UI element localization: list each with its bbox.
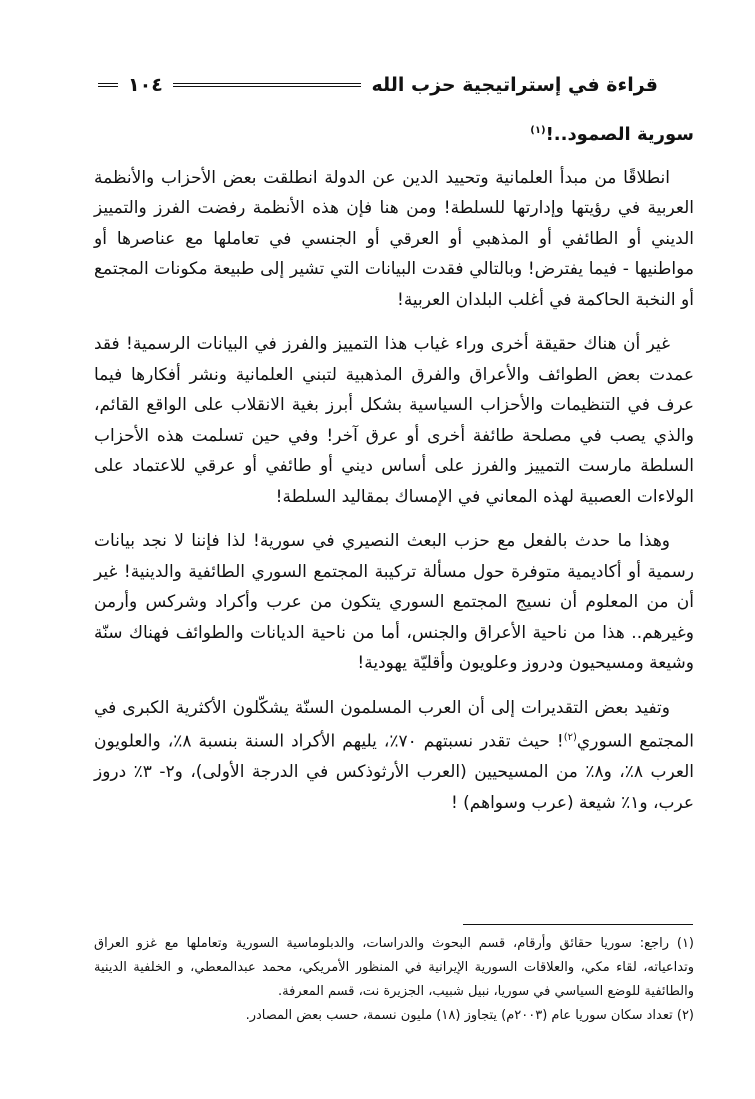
header-divider <box>173 83 362 87</box>
page-header <box>98 68 658 102</box>
paragraph-4-part-2: ! حيث تقدر نسبتهم ٧٠٪، يليهم الأكراد السنة بنسبة ٨٪، والعلويون العرب ٨٪، و٨٪ من المسيحيين (العرب الأرثوذكس في الدرجة الأولى)، و٢- ٣٪ دروز عرب، و١٪ شيعة (عرب وسواهم) ! <box>94 731 694 813</box>
paragraph-1: انطلاقًا من مبدأ العلمانية وتحييد الدين عن الدولة انطلقت بعض الأحزاب والأنظمة العربية في رؤيتها وإدارتها للسلطة! ومن هنا فإن هذه الأنظمة رفضت الفرز والتمييز الديني أو الطائفي أو المذهبي أو العرقي أو الجنسي في تعاملها مع عناصرها أو مواطنيها - فيما يفترض! وبالتالي فقدت البيانات التي تشير إلى طبيعة مكونات المجتمع أو النخبة الحاكمة في أغلب البلدان العربية! <box>94 167 694 310</box>
footnote-2: (٢) تعداد سكان سوريا عام (٢٠٠٣م) يتجاوز (١٨) مليون نسمة، حسب بعض المصادر. <box>245 1008 694 1023</box>
main-text <box>94 116 694 832</box>
paragraph-3: وهذا ما حدث بالفعل مع حزب البعث النصيري في سورية! لذا فإننا لا نجد بيانات رسمية أو أكاديمية متوفرة حول مسألة تركيبة المجتمع السوري الطائفية والدينية! غير أن من المعلوم أن نسيج المجتمع السوري يتكون من عرب وأكراد وشركس وأرمن وغيرهم.. هذا من ناحية الأعراق والجنس، أما من ناحية الديانات والطوائف فهناك سنّة وشيعة ومسيحيون ودروز وعلويون وأقليّة يهودية! <box>94 531 694 673</box>
page-number-mark <box>98 83 118 87</box>
paragraph-4-part-1: وتفيد بعض التقديرات إلى أن العرب المسلمون السنّة يشكّلون الأكثرية الكبرى في المجتمع السوري <box>94 697 695 752</box>
section-heading-text: سورية الصمود..! <box>545 124 694 145</box>
running-title: قراءة في إستراتيجية حزب الله <box>371 74 658 96</box>
footnote-ref-2[interactable]: (٢) <box>563 732 577 743</box>
footnote-divider <box>463 924 693 925</box>
footnote-ref-1[interactable]: (١) <box>530 125 546 136</box>
footnotes <box>94 932 694 1028</box>
paragraph-4 <box>94 693 694 819</box>
footnote-1: (١) راجع: سوريا حقائق وأرقام، قسم البحوث والدراسات، والدبلوماسية السورية وتعاملها مع غزو العراق وتداعياته، لقاء مكي، والعلاقات السورية الإيرانية في المنظور الأمريكي، محمد عبدالمعطي، و الخلفية الدينية والطائفية للوضع السياسي في سوريا، نبيل شبيب، الجزيرة نت، قسم المعرفة. <box>94 936 694 999</box>
section-heading <box>94 116 694 151</box>
page-number: ١٠٤ <box>128 74 163 96</box>
paragraph-2: غير أن هناك حقيقة أخرى وراء غياب هذا التمييز والفرز في البيانات الرسمية! فقد عمدت بعض الطوائف والأعراق والفرق المذهبية لتبني العلمانية ونشر أفكارها فيما عرف في التنظيمات والأحزاب السياسية بشكل أبرز بغية الانقلاب على الواقع القائم، والذي يصب في مصلحة طائفة أخرى أو عرق آخر! وفي حين تسلمت هذه الأحزاب السلطة مارست التمييز والفرز على أساس ديني أو طائفي أو عرقي للاعتماد على الولاءات العصبية لهذه المعاني في الإمساك بمقاليد السلطة! <box>94 334 694 507</box>
